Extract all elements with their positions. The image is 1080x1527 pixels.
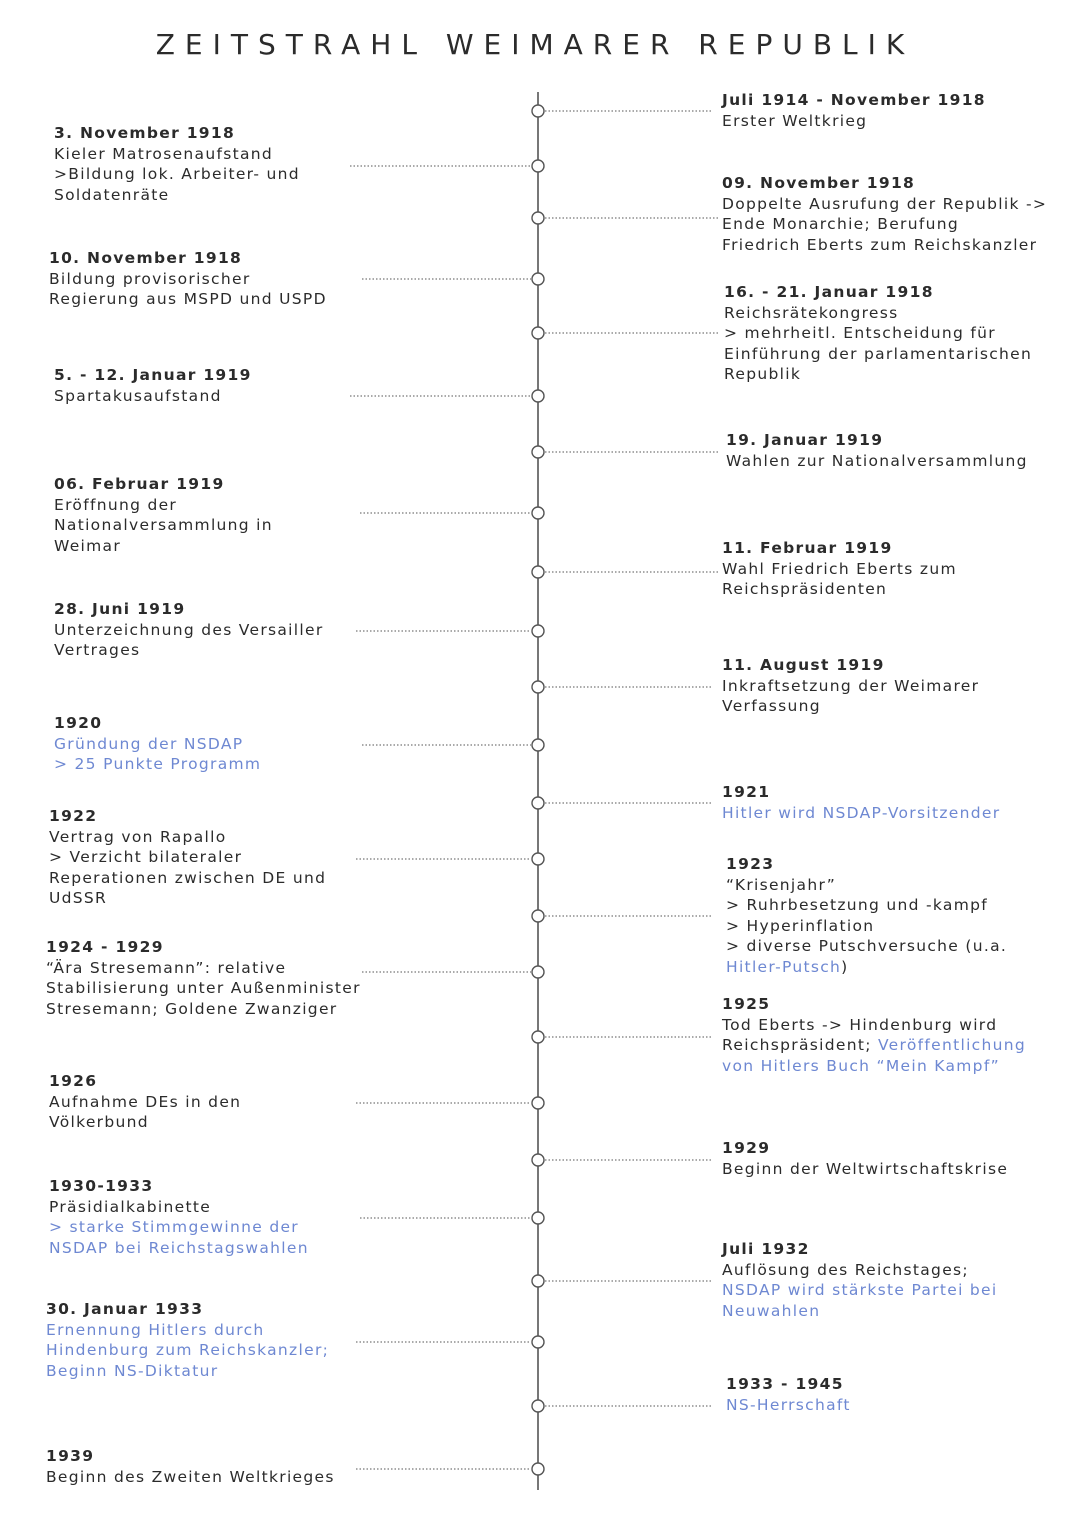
event-text: Beginn der Weltwirtschaftskrise: [722, 1159, 1009, 1178]
event-text: Ende Monarchie; Berufung: [722, 215, 959, 233]
event-text-highlight: NSDAP bei Reichstagswahlen: [49, 1238, 309, 1257]
event-description-line: [722, 235, 1047, 256]
timeline-event-right: [722, 173, 1047, 255]
event-description-line: [49, 868, 326, 889]
timeline-node: [532, 625, 544, 637]
event-description-line: [54, 185, 300, 206]
event-date: 1933 - 1945: [726, 1375, 844, 1393]
timeline-event-left: [46, 1299, 329, 1381]
event-text: Friedrich Eberts zum Reichskanzler: [722, 235, 1038, 254]
event-text: Wahl Friedrich Eberts zum: [722, 559, 957, 578]
event-description-line: [722, 111, 986, 132]
event-text: Reichsrätekongress: [724, 303, 899, 322]
event-text: Tod Eberts -> Hindenburg wird: [722, 1015, 998, 1034]
timeline-event-left: [49, 1071, 241, 1133]
event-text-highlight: Hitler-Putsch: [726, 957, 842, 976]
event-description-line: [722, 194, 1047, 215]
event-description-line: [54, 536, 273, 557]
timeline-node: [532, 507, 544, 519]
event-text: Unterzeichnung des Versailler: [54, 620, 324, 639]
event-date: 28. Juni 1919: [54, 600, 186, 618]
event-description-line: [724, 344, 1032, 365]
event-date: 30. Januar 1933: [46, 1300, 204, 1318]
timeline-node: [532, 1031, 544, 1043]
event-text: Präsidialkabinette: [49, 1197, 212, 1216]
event-description-line: [49, 827, 326, 848]
event-text-highlight: Ernennung Hitlers durch: [46, 1320, 265, 1339]
event-date: 16. - 21. Januar 1918: [724, 283, 934, 301]
timeline-node: [532, 739, 544, 751]
event-description-line: [726, 957, 1007, 978]
event-description-line: [726, 451, 1028, 472]
timeline-event-right: [722, 655, 979, 717]
event-text-highlight: Beginn NS-Diktatur: [46, 1361, 219, 1380]
event-text: ): [841, 957, 849, 976]
event-description-line: [54, 515, 273, 536]
event-text: Verfassung: [722, 697, 821, 715]
timeline-event-right: [722, 90, 986, 131]
event-text: UdSSR: [49, 889, 108, 907]
event-description-line: [722, 214, 1047, 235]
timeline-event-left: [54, 713, 261, 775]
event-description-line: [46, 1361, 329, 1382]
event-date: 19. Januar 1919: [726, 431, 884, 449]
event-description-line: [726, 1395, 851, 1416]
timeline-event-left: [54, 599, 324, 661]
event-description-line: [54, 386, 252, 407]
event-description-line: [722, 1280, 998, 1301]
event-text: Republik: [724, 365, 802, 383]
timeline-event-left: [49, 1176, 309, 1258]
timeline-node: [532, 1275, 544, 1287]
event-description-line: [49, 1092, 241, 1113]
event-text: Beginn des Zweiten Weltkrieges: [46, 1467, 335, 1486]
event-date: 1925: [722, 995, 771, 1013]
event-date: 11. Februar 1919: [722, 539, 893, 557]
event-text: > Ruhrbesetzung und -kampf: [726, 896, 989, 914]
event-text: Einführung der parlamentarischen: [724, 344, 1033, 363]
timeline-event-right: [722, 538, 957, 600]
event-description-line: [722, 559, 957, 580]
event-date: Juli 1914 - November 1918: [722, 91, 986, 109]
timeline-node: [532, 1336, 544, 1348]
event-description-line: [54, 495, 273, 516]
event-description-line: [54, 144, 300, 165]
event-text: Bildung provisorischer: [49, 269, 251, 288]
event-text: > mehrheitl. Entscheidung für: [724, 324, 996, 342]
event-description-line: [726, 875, 1007, 896]
timeline-node: [532, 1463, 544, 1475]
event-description-line: [49, 289, 327, 310]
event-text-highlight: Hindenburg zum Reichskanzler;: [46, 1341, 330, 1359]
event-text-highlight: > 25 Punkte Programm: [54, 755, 262, 773]
event-description-line: [46, 999, 361, 1020]
event-description-line: [722, 803, 1000, 824]
event-date: 06. Februar 1919: [54, 475, 225, 493]
event-date: 1924 - 1929: [46, 938, 164, 956]
event-date: 1939: [46, 1447, 95, 1465]
event-description-line: [54, 620, 324, 641]
timeline-node: [532, 681, 544, 693]
event-text: Eröffnung der: [54, 495, 178, 514]
timeline-node: [532, 390, 544, 402]
timeline-event-right: [722, 994, 1026, 1076]
event-description-line: [46, 958, 361, 979]
event-description-line: [724, 323, 1032, 344]
event-text: Stresemann; Goldene Zwanziger: [46, 999, 338, 1018]
timeline-node: [532, 853, 544, 865]
event-description-line: [54, 640, 324, 661]
event-date: 1930-1933: [49, 1177, 154, 1195]
event-description-line: [722, 1056, 1026, 1077]
event-description-line: [49, 1112, 241, 1133]
timeline-node: [532, 966, 544, 978]
event-date: 1922: [49, 807, 98, 825]
event-description-line: [726, 916, 1007, 937]
timeline-node: [532, 160, 544, 172]
event-text-highlight: NSDAP wird stärkste Partei bei: [722, 1281, 998, 1299]
timeline-event-right: [726, 1374, 851, 1415]
event-description-line: [726, 936, 1007, 957]
timeline-node: [532, 105, 544, 117]
event-text: “Krisenjahr”: [726, 875, 837, 894]
event-description-line: [49, 1197, 309, 1218]
event-description-line: [726, 895, 1007, 916]
timeline-node: [532, 1097, 544, 1109]
timeline-node: [532, 797, 544, 809]
event-description-line: [46, 1467, 335, 1488]
event-description-line: [54, 734, 261, 755]
timeline-node: [532, 327, 544, 339]
event-text-highlight: Hitler wird NSDAP-Vorsitzender: [722, 803, 1001, 822]
timeline-event-left: [46, 937, 361, 1019]
event-text: Kieler Matrosenaufstand: [54, 144, 274, 163]
timeline-node: [532, 273, 544, 285]
event-date: 3. November 1918: [54, 124, 236, 142]
page-title: ZEITSTRAHL WEIMARER REPUBLIK: [155, 28, 915, 61]
timeline-node: [532, 1212, 544, 1224]
timeline-event-left: [54, 365, 252, 406]
timeline-event-left: [54, 474, 273, 556]
timeline-event-right: [722, 782, 1000, 823]
event-description-line: [722, 1035, 1026, 1056]
event-text: Völkerbund: [49, 1113, 149, 1131]
event-text: Wahlen zur Nationalversammlung: [726, 451, 1028, 470]
event-text: Erster Weltkrieg: [722, 111, 868, 130]
event-date: 11. August 1919: [722, 656, 885, 674]
event-text-highlight: Veröffentlichung: [877, 1036, 1027, 1054]
event-description-line: [722, 1301, 998, 1322]
event-description-line: [724, 364, 1032, 385]
timeline-event-left: [54, 123, 300, 205]
event-description-line: [54, 164, 300, 185]
event-description-line: [49, 847, 326, 868]
timeline-node: [532, 910, 544, 922]
event-description-line: [49, 1238, 309, 1259]
event-description-line: [46, 1320, 329, 1341]
event-date: 09. November 1918: [722, 174, 916, 192]
event-text-highlight: Neuwahlen: [722, 1301, 821, 1320]
event-description-line: [722, 1159, 1008, 1180]
timeline-node: [532, 1154, 544, 1166]
event-date: 1921: [722, 783, 771, 801]
timeline-node: [532, 212, 544, 224]
event-text: Weimar: [54, 536, 122, 555]
event-description-line: [49, 269, 327, 290]
event-description-line: [722, 676, 979, 697]
event-text: Auflösung des Reichstages;: [722, 1260, 969, 1279]
event-text: > Hyperinflation: [726, 916, 875, 935]
timeline-event-left: [49, 806, 326, 909]
event-description-line: [46, 1340, 329, 1361]
event-description-line: [722, 1260, 998, 1281]
event-date: 10. November 1918: [49, 249, 243, 267]
event-text: Doppelte Ausrufung der Republik ->: [722, 194, 1048, 213]
event-text: Soldatenräte: [54, 185, 170, 204]
timeline-event-right: [722, 1138, 1008, 1179]
timeline-event-right: [726, 854, 1007, 977]
timeline-event-right: [726, 430, 1028, 471]
event-text: Reperationen zwischen DE und: [49, 868, 327, 887]
event-description-line: [46, 978, 361, 999]
timeline-event-left: [46, 1446, 335, 1487]
event-text: Aufnahme DEs in den: [49, 1092, 242, 1111]
event-date: 1926: [49, 1072, 98, 1090]
event-description-line: [724, 303, 1032, 324]
event-description-line: [722, 579, 957, 600]
timeline-node: [532, 446, 544, 458]
event-text: > Verzicht bilateraler: [49, 848, 243, 866]
timeline-node: [532, 1400, 544, 1412]
event-description-line: [722, 696, 979, 717]
event-text: Reichspräsident;: [722, 1036, 878, 1054]
event-text: Nationalversammlung in: [54, 516, 273, 534]
timeline-event-right: [724, 282, 1032, 385]
event-text: Spartakusaufstand: [54, 386, 222, 405]
event-description-line: [49, 1217, 309, 1238]
event-text: Regierung aus MSPD und USPD: [49, 290, 327, 308]
timeline-node: [532, 566, 544, 578]
event-text: “Ära Stresemann”: relative: [46, 958, 287, 977]
event-date: 1929: [722, 1139, 771, 1157]
event-description-line: [49, 888, 326, 909]
event-text-highlight: Gründung der NSDAP: [54, 734, 244, 753]
event-text: >Bildung lok. Arbeiter- und: [54, 165, 300, 183]
event-date: 1923: [726, 855, 775, 873]
timeline-event-right: [722, 1239, 998, 1321]
event-text: Vertrag von Rapallo: [49, 827, 227, 846]
event-description-line: [54, 754, 261, 775]
timeline-event-left: [49, 248, 327, 310]
event-description-line: [722, 1015, 1026, 1036]
event-text: Stabilisierung unter Außenminister: [46, 979, 361, 997]
event-date: Juli 1932: [722, 1240, 810, 1258]
event-text: Vertrages: [54, 641, 141, 659]
event-text: Inkraftsetzung der Weimarer: [722, 676, 980, 695]
event-text: > diverse Putschversuche (u.a.: [726, 937, 1008, 955]
event-text: Reichspräsidenten: [722, 580, 888, 598]
event-date: 5. - 12. Januar 1919: [54, 366, 252, 384]
event-text-highlight: von Hitlers Buch “Mein Kampf”: [722, 1056, 1000, 1075]
event-text-highlight: NS-Herrschaft: [726, 1395, 851, 1414]
event-text-highlight: > starke Stimmgewinne der: [49, 1218, 299, 1236]
event-date: 1920: [54, 714, 103, 732]
